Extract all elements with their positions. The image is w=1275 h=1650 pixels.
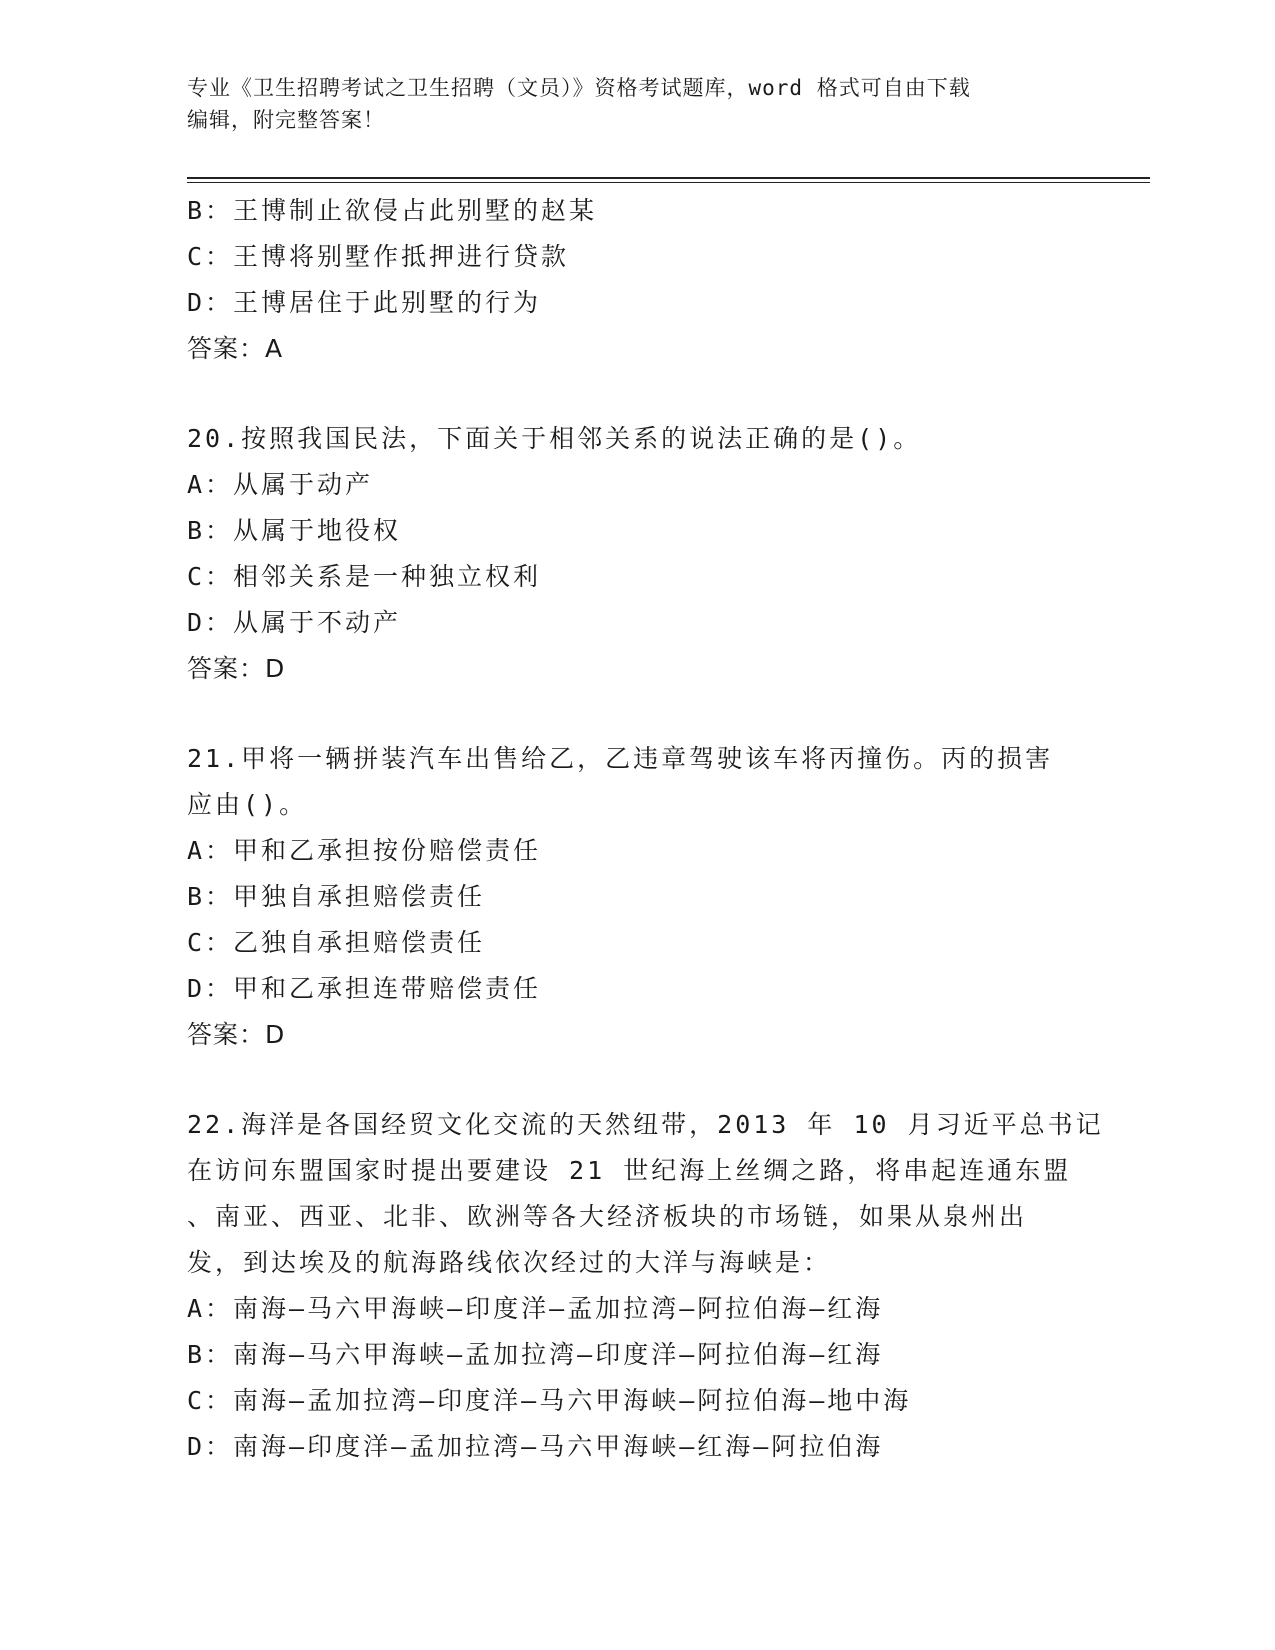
answer: 答案：D <box>187 1020 286 1049</box>
option-d: D：南海—印度洋—孟加拉湾—马六甲海峡—红海—阿拉伯海 <box>187 1432 884 1461</box>
answer: 答案：A <box>187 334 284 363</box>
question-content <box>187 188 1137 1470</box>
answer: 答案：D <box>187 654 286 683</box>
option-c: C：王博将别墅作抵押进行贷款 <box>187 242 570 271</box>
option-c: C：南海—孟加拉湾—印度洋—马六甲海峡—阿拉伯海—地中海 <box>187 1386 912 1415</box>
question-text-line: 发，到达埃及的航海路线依次经过的大洋与海峡是： <box>187 1248 832 1277</box>
question-text-line: 22.海洋是各国经贸文化交流的天然纽带，2013 年 10 月习近平总书记 <box>187 1110 1104 1139</box>
question-19 <box>187 188 1137 372</box>
option-b: B：南海—马六甲海峡—孟加拉湾—印度洋—阿拉伯海—红海 <box>187 1340 884 1369</box>
option-a: A：南海—马六甲海峡—印度洋—孟加拉湾—阿拉伯海—红海 <box>187 1294 884 1323</box>
question-22 <box>187 1102 1137 1470</box>
question-text-line: 21.甲将一辆拼装汽车出售给乙，乙违章驾驶该车将丙撞伤。丙的损害 <box>187 744 1054 773</box>
question-21 <box>187 736 1137 1058</box>
header-line-2: 编辑，附完整答案！ <box>187 108 385 132</box>
option-b: B：从属于地役权 <box>187 516 402 545</box>
option-c: C：乙独自承担赔偿责任 <box>187 928 486 957</box>
header-line-1: 专业《卫生招聘考试之卫生招聘（文员）》资格考试题库，word 格式可自由下载 <box>187 76 971 100</box>
option-a: A：从属于动产 <box>187 470 374 499</box>
question-text: 20.按照我国民法，下面关于相邻关系的说法正确的是()。 <box>187 424 922 453</box>
option-a: A：甲和乙承担按份赔偿责任 <box>187 836 542 865</box>
document-header <box>187 72 1067 136</box>
option-c: C：相邻关系是一种独立权利 <box>187 562 542 591</box>
question-20 <box>187 416 1137 692</box>
header-divider-thick <box>187 177 1150 179</box>
option-b: B：王博制止欲侵占此别墅的赵某 <box>187 196 598 225</box>
option-d: D：从属于不动产 <box>187 608 402 637</box>
question-text-line: 、南亚、西亚、北非、欧洲等各大经济板块的市场链，如果从泉州出 <box>187 1202 1028 1231</box>
option-d: D：甲和乙承担连带赔偿责任 <box>187 974 542 1003</box>
option-d: D：王博居住于此别墅的行为 <box>187 288 542 317</box>
option-b: B：甲独自承担赔偿责任 <box>187 882 486 911</box>
question-text-line: 应由()。 <box>187 790 308 819</box>
header-divider-thin <box>187 182 1150 183</box>
question-text-line: 在访问东盟国家时提出要建设 21 世纪海上丝绸之路，将串起连通东盟 <box>187 1156 1072 1185</box>
